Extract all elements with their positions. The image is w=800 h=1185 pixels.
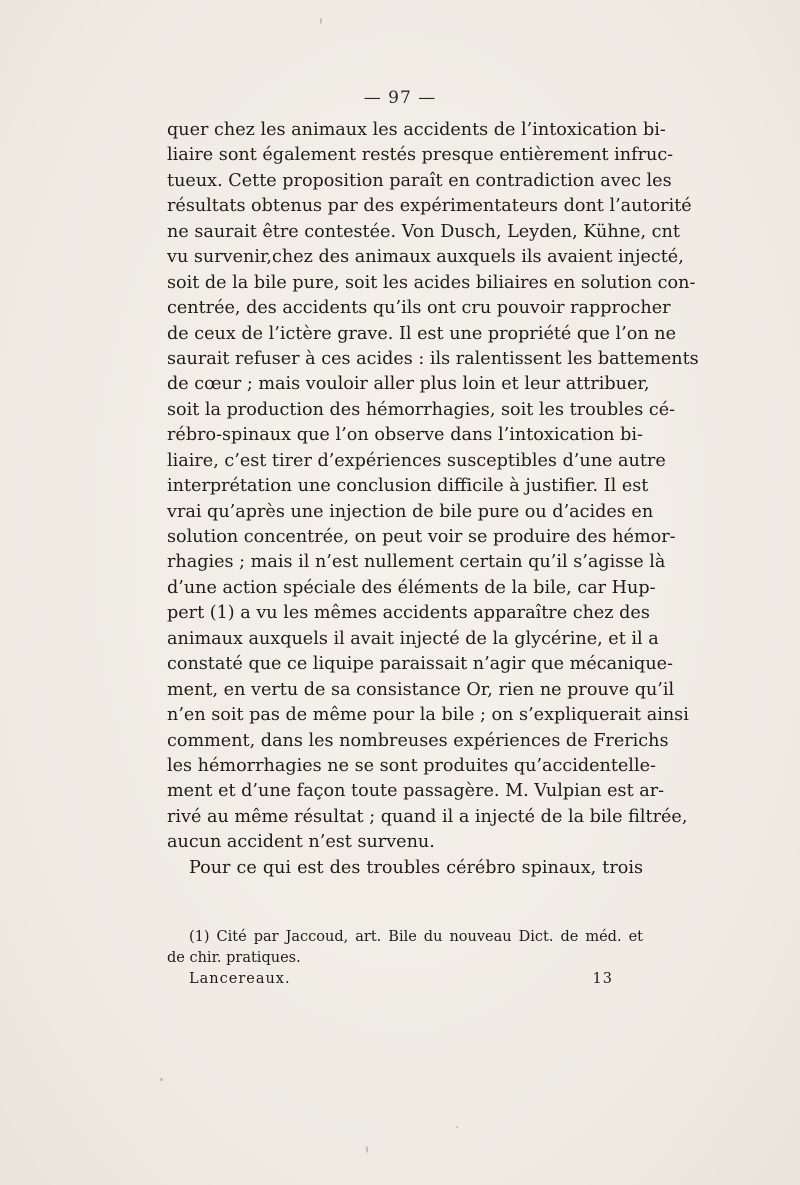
text-line: rhagies ; mais il n’est nullement certain qu’il s’agisse là — [167, 552, 666, 573]
text-line: les hémorrhagies ne se sont produites qu’accidentelle- — [167, 755, 656, 776]
text-line: de cœur ; mais vouloir aller plus loin et leur attribuer, — [167, 374, 650, 395]
text-line: centrée, des accidents qu’ils ont cru pouvoir rapprocher — [167, 298, 671, 319]
text-line: vrai qu’après une injection de bile pure ou d’acides en — [167, 501, 654, 522]
text-line: rébro-spinaux que l’on observe dans l’intoxication bi- — [167, 425, 643, 446]
paragraph-start-line: Pour ce qui est des troubles cérébro spinaux, trois — [189, 857, 643, 878]
text-line: liaire, c’est tirer d’expériences susceptibles d’une autre — [167, 450, 666, 471]
footnote-line: (1) Cité par Jaccoud, art. Bile du nouveau Dict. de méd. et — [189, 929, 643, 945]
text-line: liaire sont également restés presque entièrement infruc- — [167, 145, 674, 166]
text-line: d’une action spéciale des éléments de la bile, car Hup- — [167, 577, 656, 598]
footnote — [167, 927, 643, 969]
paper-speck — [320, 18, 322, 24]
text-line: saurait refuser à ces acides : ils ralentissent les battements — [167, 348, 699, 369]
text-line: n’en soit pas de même pour la bile ; on s’expliquerait ainsi — [167, 705, 689, 726]
page-number: — 97 — — [363, 88, 437, 108]
text-line: rivé au même résultat ; quand il a injecté de la bile filtrée, — [167, 806, 688, 827]
text-line: tueux. Cette proposition paraît en contradiction avec les — [167, 170, 672, 191]
paragraph-end-line: aucun accident n’est survenu. — [167, 832, 435, 853]
footnote-line: de chir. pratiques. — [167, 950, 301, 966]
signature-row — [167, 968, 643, 990]
text-line: ment et d’une façon toute passagère. M. Vulpian est ar- — [167, 781, 665, 802]
text-line: résultats obtenus par des expérimentateurs dont l’autorité — [167, 196, 692, 217]
text-line: solution concentrée, on peut voir se produire des hémor- — [167, 527, 676, 547]
sheet-number: 13 — [592, 971, 613, 987]
paper-speck — [456, 1126, 458, 1128]
text-line: quer chez les animaux les accidents de l’intoxication bi- — [167, 120, 666, 140]
text-line: animaux auxquels il avait injecté de la glycérine, et il a — [167, 628, 659, 649]
text-line: ne saurait être contestée. Von Dusch, Leyden, Kühne, cnt — [167, 221, 680, 242]
text-line: de ceux de l’ictère grave. Il est une propriété que l’on ne — [167, 323, 677, 344]
paper-speck — [366, 1146, 368, 1153]
text-line: vu survenir,chez des animaux auxquels ils avaient injecté, — [167, 247, 684, 268]
text-line: pert (1) a vu les mêmes accidents apparaître chez des — [167, 603, 650, 624]
text-line: constaté que ce liquipe paraissait n’agir que mécanique- — [167, 654, 674, 675]
text-line: interprétation une conclusion difficile à justifier. Il est — [167, 476, 649, 497]
signature-author: Lancereaux. — [189, 971, 291, 987]
text-line: soit de la bile pure, soit les acides biliaires en solution con- — [167, 272, 696, 293]
paper-speck — [160, 1078, 163, 1081]
body-text — [167, 118, 699, 881]
text-line: ment, en vertu de sa consistance Or, rien ne prouve qu’il — [167, 679, 675, 700]
text-line: soit la production des hémorrhagies, soit les troubles cé- — [167, 399, 676, 420]
text-line: comment, dans les nombreuses expériences de Frerichs — [167, 730, 669, 751]
